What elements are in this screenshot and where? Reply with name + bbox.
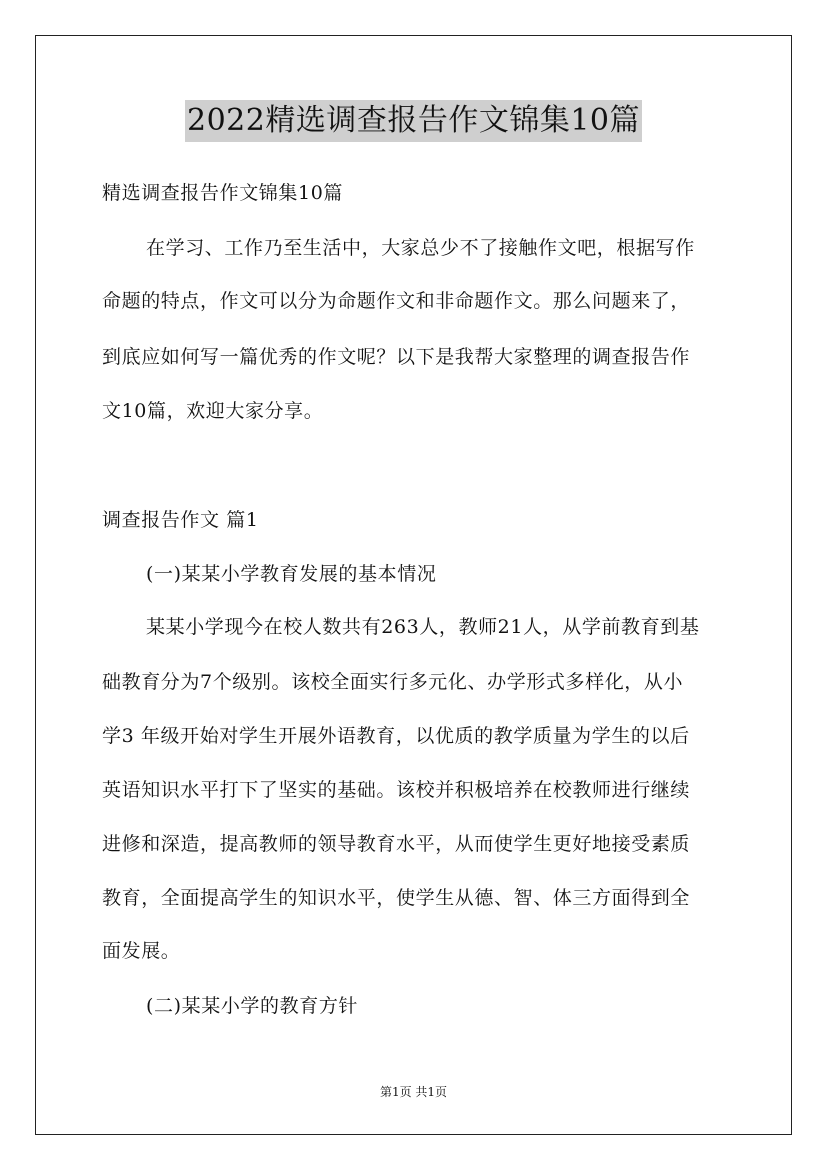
section-heading: 调查报告作文 篇1 [102, 509, 259, 531]
title-container [0, 100, 827, 142]
document-subtitle: 精选调查报告作文锦集10篇 [102, 182, 343, 204]
paragraph-line: 学3 年级开始对学生开展外语教育，以优质的教学质量为学生的以后 [102, 725, 690, 747]
paragraph-line: 某某小学现今在校人数共有263人，教师21人，从学前教育到基 [146, 616, 700, 638]
subheading: (一)某某小学教育发展的基本情况 [146, 563, 437, 585]
paragraph-line: 进修和深造，提高教师的领导教育水平，从而使学生更好地接受素质 [102, 833, 691, 855]
subheading: (二)某某小学的教育方针 [146, 995, 359, 1017]
paragraph-line: 面发展。 [102, 940, 181, 962]
paragraph-line: 命题的特点，作文可以分为命题作文和非命题作文。那么问题来了， [102, 290, 691, 312]
paragraph-line: 英语知识水平打下了坚实的基础。该校并积极培养在校教师进行继续 [102, 779, 691, 801]
paragraph-line: 文10篇，欢迎大家分享。 [102, 400, 324, 422]
paragraph-line: 到底应如何写一篇优秀的作文呢？以下是我帮大家整理的调查报告作 [102, 346, 691, 368]
paragraph-line: 础教育分为7个级别。该校全面实行多元化、办学形式多样化，从小 [102, 671, 684, 693]
paragraph-line: 在学习、工作乃至生活中，大家总少不了接触作文吧，根据写作 [146, 237, 695, 259]
page-number: 第1页 共1页 [379, 1085, 448, 1099]
document-title: 2022精选调查报告作文锦集10篇 [185, 100, 642, 142]
paragraph-line: 教育，全面提高学生的知识水平，使学生从德、智、体三方面得到全 [102, 887, 691, 909]
